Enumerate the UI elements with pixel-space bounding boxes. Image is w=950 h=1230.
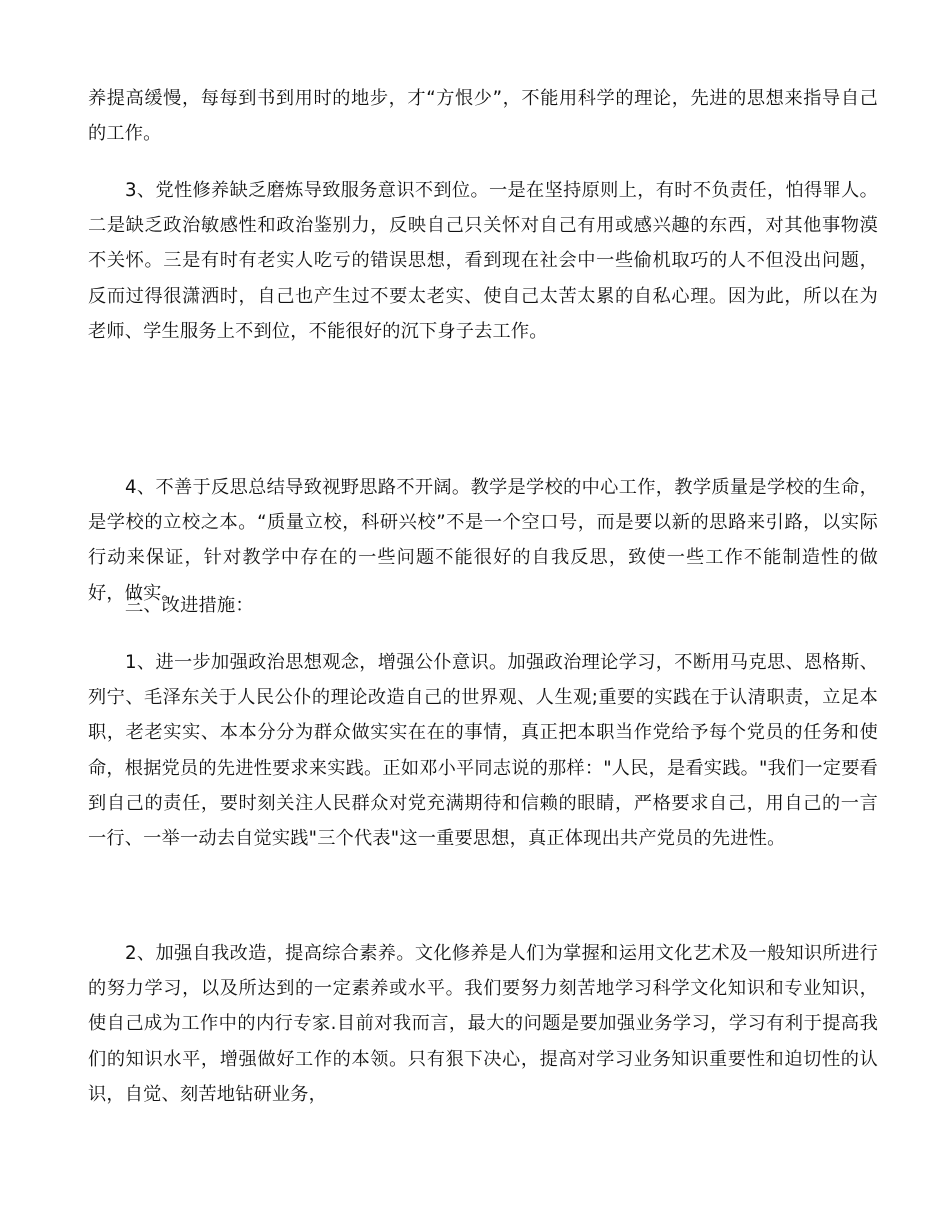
- paragraph-party-spirit: 3、党性修养缺乏磨炼导致服务意识不到位。一是在坚持原则上，有时不负责任，怕得罪人。二是缺乏政治敏感性和政治鉴别力，反映自己只关怀对自己有用或感兴趣的东西，对其他事物漠不关怀。三是有时有老实人吃亏的错误思想，看到现在社会中一些偷机取巧的人不但没出问题，反而过得很潇洒时，自己也产生过不要太老实、使自己太苦太累的自私心理。因为此，所以在为老师、学生服务上不到位，不能很好的沉下身子去工作。: [88, 180, 878, 342]
- section-heading-improvements: 三、改进措施：: [125, 595, 254, 616]
- paragraph-continuation: 养提高缓慢，每每到书到用时的地步，才“方恨少”，不能用科学的理论，先进的思想来指导自己的工作。: [88, 88, 878, 145]
- paragraph-reflection: 4、不善于反思总结导致视野思路不开阔。教学是学校的中心工作，教学质量是学校的生命，是学校的立校之本。“质量立校，科研兴校”不是一个空口号，而是要以新的思路来引路，以实际行动来保证，针对教学中存在的一些问题不能很好的自我反思，致使一些工作不能制造性的做好，做实。: [88, 477, 878, 604]
- paragraph-political-thought: 1、进一步加强政治思想观念，增强公仆意识。加强政治理论学习，不断用马克思、恩格斯、列宁、毛泽东关于人民公仆的理论改造自己的世界观、人生观;重要的实践在于认清职责，立足本职，老老实实、本本分分为群众做实实在在的事情，真正把本职当作党给予每个党员的任务和使命，根据党员的先进性要求来实践。正如邓小平同志说的那样："人民，是看实践。"我们一定要看到自己的责任，要时刻关注人民群众对党充满期待和信赖的眼睛，严格要求自己，用自己的一言一行、一举一动去自觉实践"三个代表"这一重要思想，真正体现出共产党员的先进性。: [88, 652, 878, 850]
- paragraph-self-improvement: 2、加强自我改造，提高综合素养。文化修养是人们为掌握和运用文化艺术及一般知识所进行的努力学习，以及所达到的一定素养或水平。我们要努力刻苦地学习科学文化知识和专业知识，使自己成为工作中的内行专家.目前对我而言，最大的问题是要加强业务学习，学习有利于提高我们的知识水平，增强做好工作的本领。只有狠下决心，提高对学习业务知识重要性和迫切性的认识，自觉、刻苦地钻研业务，: [88, 943, 878, 1105]
